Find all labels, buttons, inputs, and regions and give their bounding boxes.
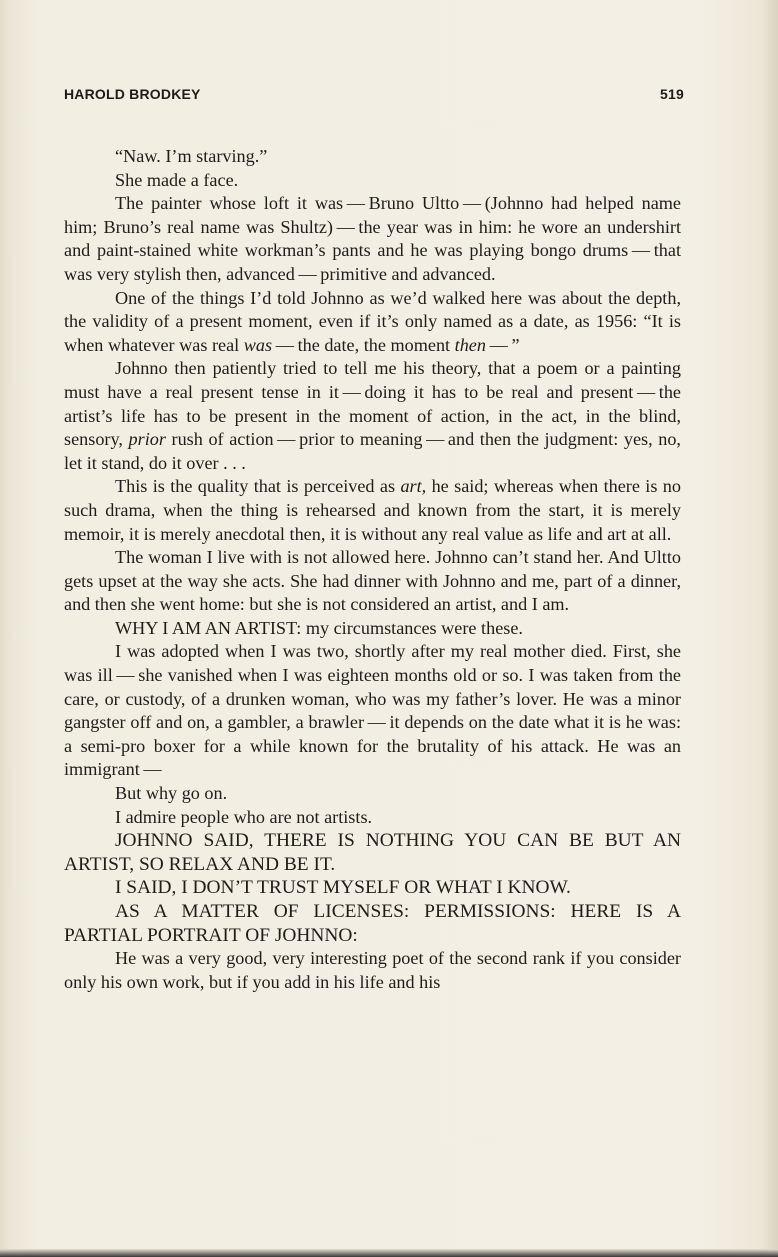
paragraph: “Naw. I’m starving.” [115,146,268,166]
page-number: 519 [660,86,684,102]
paragraph: WHY I AM AN ARTIST: my circumstances were these. [115,617,523,638]
author-name: HAROLD BRODKEY [64,86,201,102]
italic-text: then [454,334,486,355]
paragraph: The painter whose loft it was — Bruno Ultto — (Johnno had helped name him; Bruno’s real name was Shultz) — the year was in him: he wore an undershirt and paint-stained white workman’s pants and he was playing bongo drums — that was very stylish then, advanced — primitive and advanced. [64,193,681,284]
text-run: — ” [485,334,520,355]
italic-text: art, [400,476,427,497]
paragraph [64,357,681,475]
paragraph: AS A MATTER OF LICENSES: PERMISSIONS: HERE IS A PARTIAL PORTRAIT OF JOHNNO: [64,901,681,946]
paragraph [64,287,681,358]
text-run: — the date, the moment [272,334,455,355]
text-run: rush of action — prior to meaning — and then the judgment: yes, no, let it stand, do it over . . . [64,429,681,473]
body-text [64,145,681,994]
paragraph: JOHNNO SAID, THERE IS NOTHING YOU CAN BE BUT AN ARTIST, SO RELAX AND BE IT. [64,830,681,875]
paragraph: The woman I live with is not allowed here. Johnno can’t stand her. And Ultto gets upset at the way she acts. She had dinner with Johnno and me, part of a dinner, and then she went home: but she is not considered an artist, and I am. [64,547,681,615]
text-run: he said; whereas when there is no such drama, when the thing is rehearsed and known from the start, it is merely memoir, it is merely anecdotal then, it is without any real value as life and art at all. [64,476,681,544]
paragraph: But why go on. [115,783,228,804]
paragraph [64,475,681,546]
running-head [64,86,684,106]
paragraph: I admire people who are not artists. [115,806,373,827]
text-run: This is the quality that is perceived as [115,476,401,497]
paragraph: I SAID, I DON’T TRUST MYSELF OR WHAT I KNOW. [115,877,571,899]
paragraph: He was a very good, very interesting poet of the second rank if you consider only his own work, but if you add in his life and his [64,948,681,992]
paragraph: I was adopted when I was two, shortly after my real mother died. First, she was ill — she vanished when I was eighteen months old or so. I was taken from the care, or custody, of a drunken woman, who was my father’s lover. He was a minor gangster off and on, a gambler, a brawler — it depends on the date what it is he was: a semi-pro boxer for a while known for the brutality of his attack. He was an immigrant — [64,641,681,780]
page-bottom-edge [0,1249,778,1257]
text-run: Johnno then patiently tried to tell me his theory, that a poem or a painting must have a real present tense in it — doing it has to be real and present — the artist’s life has to be present in the moment of action, in the act, in the blind, sensory, [64,358,681,450]
text-run: One of the things I’d told Johnno as we’d walked here was about the depth, the validity of a present moment, even if it’s only named as a date, as 1956: “It is when whatever was real [64,287,681,355]
italic-text: was [243,334,273,355]
italic-text: prior [128,429,166,450]
paragraph: She made a face. [115,169,239,190]
